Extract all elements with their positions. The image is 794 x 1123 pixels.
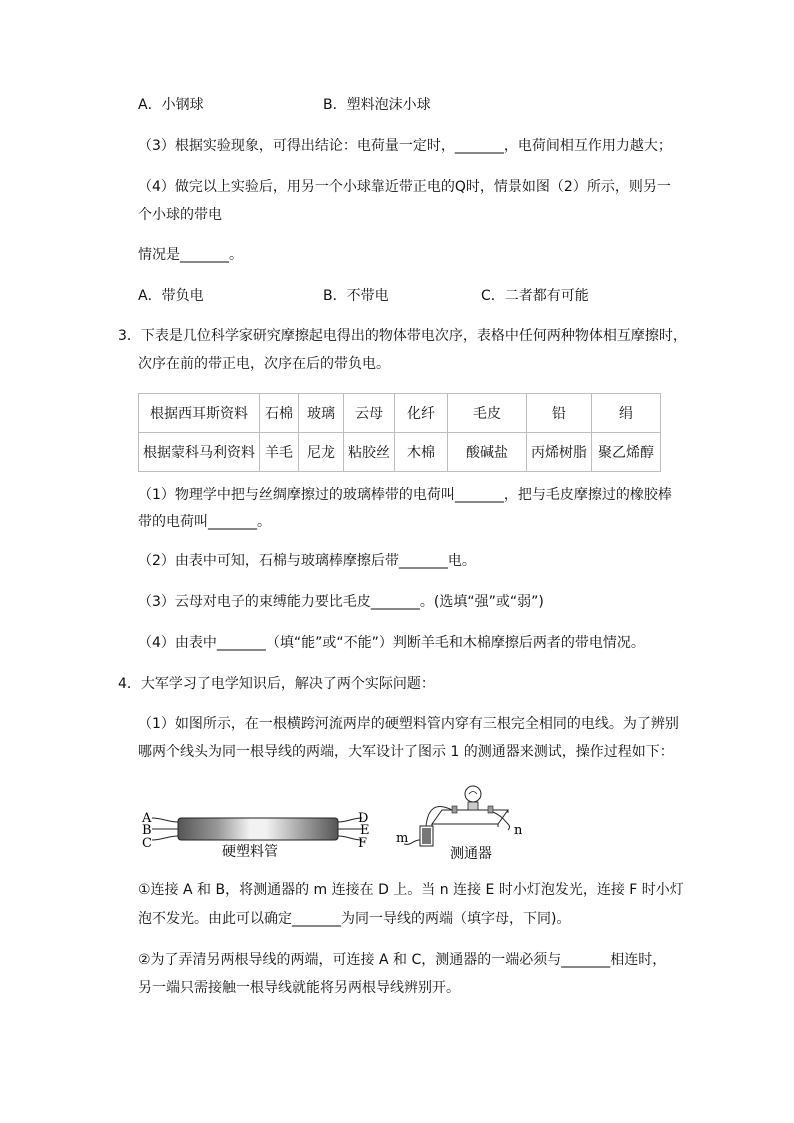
q4-step1-line1: ①连接 A 和 B，将测通器的 m 连接在 D 上。当 n 连接 E 时小灯泡发光，连接 F 时小灯 — [138, 882, 684, 898]
table-cell: 化纤 — [395, 394, 448, 433]
q3-sub2: （2）由表中可知，石棉与玻璃棒摩擦后带_______电。 — [138, 553, 476, 569]
pipe-label: 硬塑料管 — [222, 844, 278, 860]
q3-stem-line1: 3．下表是几位科学家研究摩擦起电得出的物体带电次序，表格中任何两种物体相互摩擦时， — [118, 328, 687, 344]
q3-sub4: （4）由表中_______（填“能”或“不能”）判断羊毛和木棉摩擦后两者的带电情况。 — [138, 635, 645, 651]
table-cell: 云母 — [344, 394, 395, 433]
option-b: B．塑料泡沫小球 — [323, 97, 431, 113]
table-cell: 毛皮 — [448, 394, 527, 433]
q4-step2-line1: ②为了弄清另两根导线的两端，可连接 A 和 C，测通器的一端必须与_______相连时， — [138, 952, 667, 968]
table-cell: 石棉 — [260, 394, 299, 433]
table-cell: 尼龙 — [299, 433, 344, 472]
table-cell: 木棉 — [395, 433, 448, 472]
probe-n-label: n — [514, 823, 523, 838]
q2-sub4-line3: 情况是_______。 — [138, 247, 243, 263]
table-cell: 丙烯树脂 — [527, 433, 592, 472]
q4-sub1-line1: （1）如图所示，在一根横跨河流两岸的硬塑料管内穿有三根完全相同的电线。为了辨别 — [138, 716, 679, 732]
q4-step1-line2: 泡不发光。由此可以确定_______为同一导线的两端（填字母，下同)。 — [138, 911, 571, 927]
end-a-label: A — [142, 811, 152, 826]
tester-label: 测通器 — [450, 846, 492, 862]
left-wire-ends — [152, 818, 178, 840]
q3-sub1-line1: （1）物理学中把与丝绸摩擦过的玻璃棒带的电荷叫_______，把与毛皮摩擦过的橡胶棒 — [138, 487, 672, 503]
end-f-label: F — [358, 836, 368, 851]
end-c-label: C — [142, 836, 152, 851]
table-cell: 玻璃 — [299, 394, 344, 433]
table-cell: 羊毛 — [260, 433, 299, 472]
table-row — [139, 394, 661, 433]
option-b: B．不带电 — [323, 288, 389, 304]
table-cell: 酸碱盐 — [448, 433, 527, 472]
plastic-pipe — [178, 818, 338, 840]
triboelectric-series-table — [138, 393, 661, 472]
option-c: C．二者都有可能 — [481, 288, 589, 304]
tester-device — [404, 786, 510, 846]
table-row — [139, 433, 661, 472]
q3-stem-line2: 次序在前的带正电，次序在后的带负电。 — [138, 356, 390, 372]
probe-m-label: m — [396, 831, 409, 846]
option-a: A．带负电 — [138, 288, 204, 304]
q2-sub4-line1: （4）做完以上实验后，用另一个小球靠近带正电的Q时，情景如图（2）所示，则另一 — [138, 179, 671, 195]
q3-sub1-line2: 带的电荷叫_______。 — [138, 514, 271, 530]
q4-stem: 4．大军学习了电学知识后，解决了两个实际问题： — [118, 676, 435, 692]
table-cell: 根据西耳斯资料 — [139, 394, 260, 433]
end-b-label: B — [142, 823, 152, 838]
option-a: A．小钢球 — [138, 97, 204, 113]
q2-sub3: （3）根据实验现象，可得出结论：电荷量一定时，_______，电荷间相互作用力越大； — [138, 138, 672, 154]
end-e-label: E — [360, 823, 370, 838]
q3-sub3: （3）云母对电子的束缚能力要比毛皮_______。(选填“强”或“弱”) — [138, 594, 544, 610]
table-cell: 绢 — [592, 394, 661, 433]
table-cell: 粘胶丝 — [344, 433, 395, 472]
table-cell: 根据蒙科马利资料 — [139, 433, 260, 472]
end-d-label: D — [358, 811, 369, 826]
pipe-and-tester-figure — [130, 778, 530, 868]
q4-step2-line2: 另一端只需接触一根导线就能将另两根导线辨别开。 — [138, 980, 460, 996]
q2-sub4-line2: 个小球的带电 — [138, 207, 222, 223]
q4-sub1-line2: 哪两个线头为同一根导线的两端，大军设计了图示 1 的测通器来测试，操作过程如下： — [138, 744, 674, 760]
table-cell: 聚乙烯醇 — [592, 433, 661, 472]
table-cell: 铅 — [527, 394, 592, 433]
bulb-icon — [465, 786, 481, 802]
